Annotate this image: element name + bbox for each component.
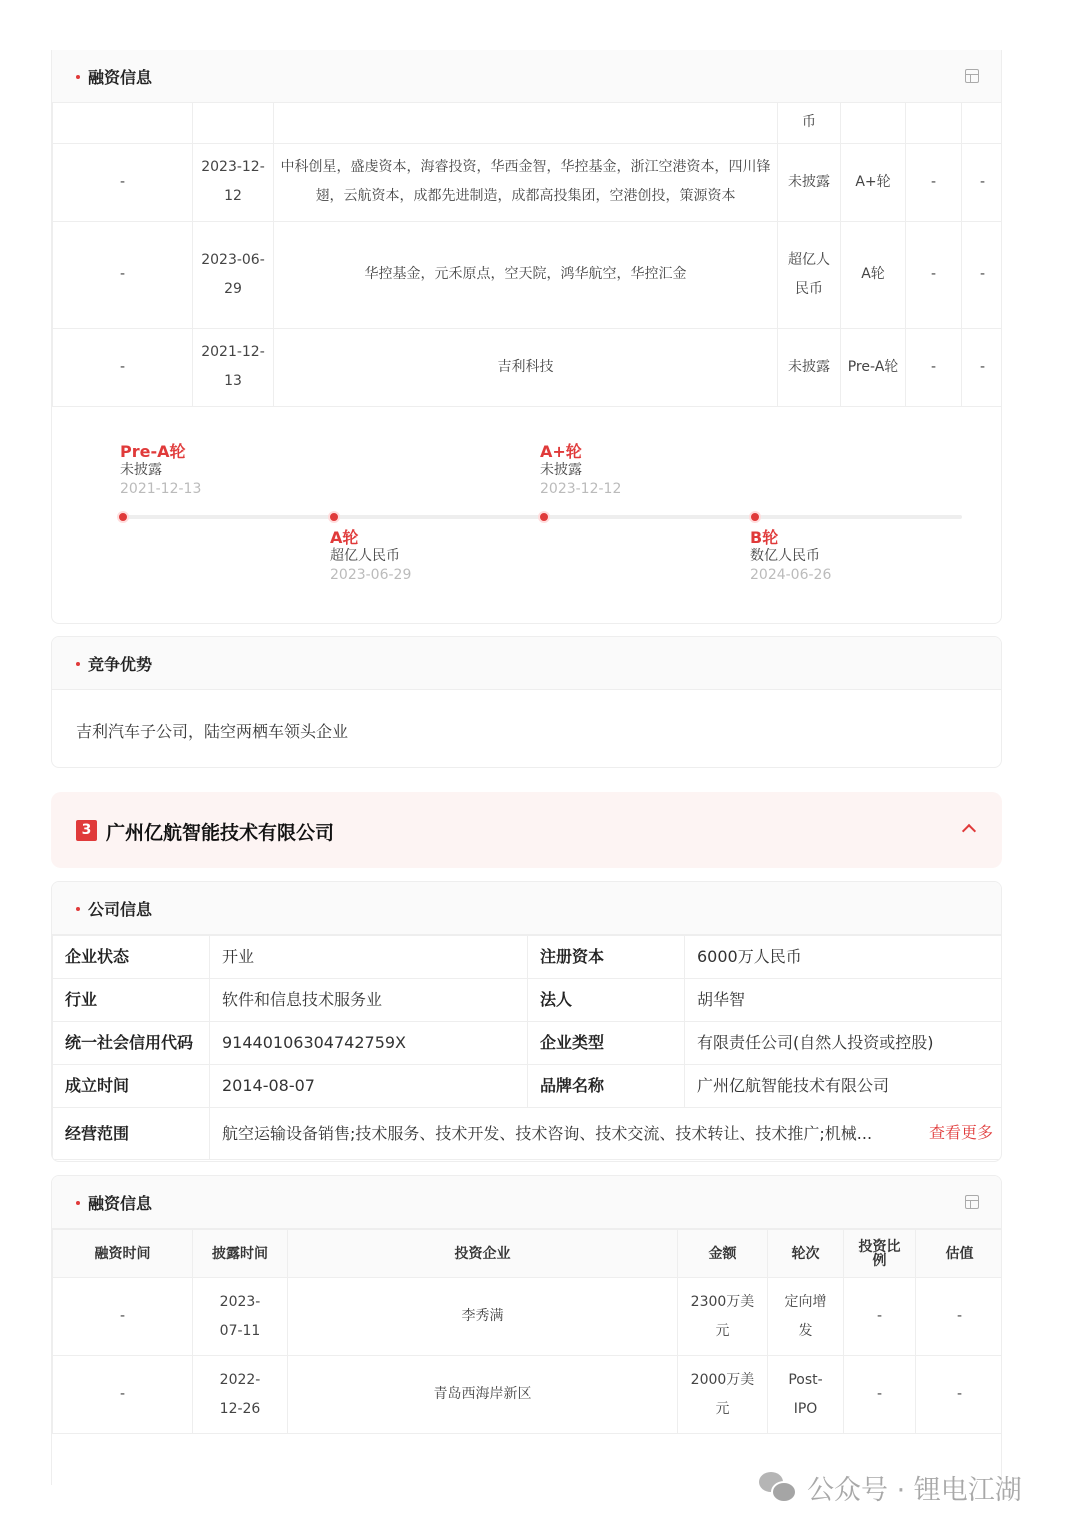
column-header: 融资时间: [53, 1230, 193, 1278]
table-row: [53, 221, 1003, 328]
info-value: 胡华智: [685, 979, 1003, 1022]
info-key: 注册资本: [528, 936, 685, 979]
info-key: 企业状态: [53, 936, 210, 979]
cell: -: [53, 328, 193, 406]
section-title: 公司信息: [76, 897, 152, 920]
timeline-item: [750, 528, 831, 585]
advantage-header: [52, 637, 1001, 690]
collapse-chevron-icon[interactable]: [962, 824, 976, 838]
timeline-item: [120, 442, 201, 499]
timeline-round: A轮: [330, 528, 359, 547]
cell: 2023-06-29: [193, 221, 274, 328]
cell: Pre-A轮: [841, 328, 906, 406]
timeline-dot: [538, 511, 550, 523]
cell: -: [916, 1278, 1003, 1356]
timeline-item: [330, 528, 411, 585]
table-row: [53, 936, 1003, 979]
cell: 超亿人民币: [778, 221, 841, 328]
company-info-card: [51, 881, 1002, 1162]
cell: 华控基金，元禾原点，空天院，鸿华航空，华控汇金: [274, 221, 778, 328]
cell: -: [906, 143, 962, 221]
advantage-text: 吉利汽车子公司，陆空两栖车领头企业: [76, 722, 349, 741]
cell: 中科创星，盛虔资本，海睿投资，华西金智，华控基金，浙江空港资本，四川锋翅，云航资本，成都先进制造，成都高投集团，空港创投，策源资本: [274, 143, 778, 221]
cell: [193, 103, 274, 143]
cell: 2000万美元: [678, 1356, 768, 1434]
financing-table: [52, 1229, 1002, 1434]
table-row: [53, 979, 1003, 1022]
cell: 李秀满: [288, 1278, 678, 1356]
timeline-date: 2021-12-13: [120, 481, 202, 497]
scope-text: 航空运输设备销售;技术服务、技术开发、技术咨询、技术交流、技术转让、技术推广;机械...: [222, 1123, 873, 1143]
cell: [53, 103, 193, 143]
info-value: 广州亿航智能技术有限公司: [685, 1065, 1003, 1108]
cell: A轮: [841, 221, 906, 328]
table-row: [53, 1356, 1003, 1434]
table-row: [53, 1065, 1003, 1108]
info-key: 行业: [53, 979, 210, 1022]
timeline-dot: [328, 511, 340, 523]
financing-header: [52, 1176, 1001, 1229]
cell: Post-IPO: [768, 1356, 844, 1434]
table-header-row: [53, 1230, 1003, 1278]
company-name: 广州亿航智能技术有限公司: [106, 822, 335, 844]
cell: -: [844, 1278, 916, 1356]
cell: 2023-12-12: [193, 143, 274, 221]
table-row: [53, 103, 1003, 143]
info-key: 品牌名称: [528, 1065, 685, 1108]
timeline-amount: 未披露: [120, 462, 162, 478]
section-title: 融资信息: [76, 65, 152, 88]
financing-card-1: [51, 50, 1002, 624]
table-row: [53, 1108, 1003, 1160]
table-row: [53, 1278, 1003, 1356]
info-key: 统一社会信用代码: [53, 1022, 210, 1065]
cell: [962, 103, 1003, 143]
financing-timeline: [52, 405, 1001, 605]
timeline-dot: [117, 511, 129, 523]
advantage-card: [51, 636, 1002, 768]
timeline-date: 2023-12-12: [540, 481, 622, 497]
company-header[interactable]: [51, 792, 1002, 868]
table-row: [53, 1022, 1003, 1065]
cell: A+轮: [841, 143, 906, 221]
table-row: [53, 328, 1003, 406]
cell: [906, 103, 962, 143]
info-key: 企业类型: [528, 1022, 685, 1065]
info-value: 6000万人民币: [685, 936, 1003, 979]
cell: -: [962, 328, 1003, 406]
cell: 定向增发: [768, 1278, 844, 1356]
section-title: 竞争优势: [76, 652, 152, 675]
info-value: 2014-08-07: [210, 1065, 528, 1108]
cell: -: [962, 221, 1003, 328]
info-value: 软件和信息技术服务业: [210, 979, 528, 1022]
financing-table: [52, 103, 1002, 407]
column-header: 轮次: [768, 1230, 844, 1278]
info-value: 91440106304742759X: [210, 1022, 528, 1065]
column-header: 金额: [678, 1230, 768, 1278]
cell: 吉利科技: [274, 328, 778, 406]
timeline-round: Pre-A轮: [120, 442, 186, 461]
company-index-badge: 3: [76, 820, 97, 841]
wechat-icon: [757, 1470, 797, 1502]
timeline-item: [540, 442, 621, 499]
scope-cell: [210, 1108, 1003, 1160]
cell: -: [53, 143, 193, 221]
timeline-date: 2023-06-29: [330, 567, 412, 583]
cell: 币: [778, 103, 841, 143]
table-view-icon[interactable]: [965, 69, 979, 83]
info-key: 经营范围: [53, 1108, 210, 1160]
timeline-date: 2024-06-26: [750, 567, 832, 583]
watermark-text: 公众号 · 锂电江湖: [807, 1475, 1022, 1506]
cell: 2023-07-11: [193, 1278, 288, 1356]
timeline-round: A+轮: [540, 442, 582, 461]
info-key: 成立时间: [53, 1065, 210, 1108]
table-view-icon[interactable]: [965, 1195, 979, 1209]
column-header: 投资比例: [844, 1230, 916, 1278]
cell: -: [844, 1356, 916, 1434]
cell: [274, 103, 778, 143]
column-header: 投资企业: [288, 1230, 678, 1278]
company-info-header: [52, 882, 1001, 935]
timeline-amount: 数亿人民币: [750, 548, 820, 564]
section-title: 融资信息: [76, 1191, 152, 1214]
info-value: 开业: [210, 936, 528, 979]
table-row: [53, 143, 1003, 221]
cell: 2300万美元: [678, 1278, 768, 1356]
cell: -: [906, 221, 962, 328]
info-value: 有限责任公司(自然人投资或控股): [685, 1022, 1003, 1065]
financing-header: [52, 50, 1001, 103]
cell: [841, 103, 906, 143]
view-more-link[interactable]: 查看更多: [928, 1123, 993, 1142]
timeline-dot: [749, 511, 761, 523]
company-info-table: [52, 935, 1002, 1160]
timeline-amount: 未披露: [540, 462, 582, 478]
timeline-round: B轮: [750, 528, 779, 547]
cell: -: [906, 328, 962, 406]
cell: 未披露: [778, 143, 841, 221]
info-key: 法人: [528, 979, 685, 1022]
timeline-amount: 超亿人民币: [330, 548, 400, 564]
cell: 2022-12-26: [193, 1356, 288, 1434]
cell: -: [53, 221, 193, 328]
cell: -: [53, 1278, 193, 1356]
cell: 未披露: [778, 328, 841, 406]
cell: 2021-12-13: [193, 328, 274, 406]
cell: -: [53, 1356, 193, 1434]
cell: 青岛西海岸新区: [288, 1356, 678, 1434]
cell: -: [916, 1356, 1003, 1434]
cell: -: [962, 143, 1003, 221]
column-header: 披露时间: [193, 1230, 288, 1278]
financing-card-2: [51, 1175, 1002, 1485]
column-header: 估值: [916, 1230, 1003, 1278]
